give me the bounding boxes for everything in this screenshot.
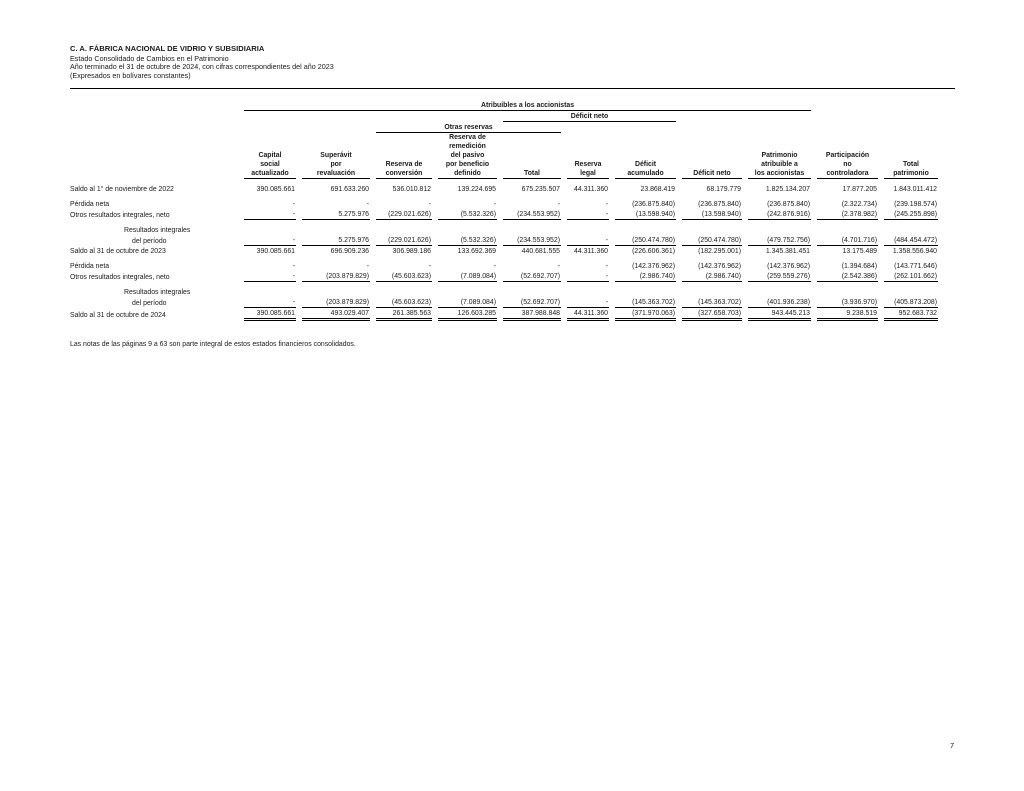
cell-value: (371.970.063) <box>615 308 676 320</box>
group-attributable: Atribuibles a los accionistas <box>244 100 811 111</box>
cell-value: 536.010.812 <box>392 186 431 193</box>
footnote: Las notas de las páginas 9 a 63 son parte integral de estos estados financieros consolidados. <box>70 341 356 348</box>
statement-units: (Expresados en bolívares constantes) <box>70 71 191 80</box>
col-superavit: Superávit por revaluación <box>302 133 370 179</box>
cell-value: 1.345.381.451 <box>765 248 810 255</box>
cell-value: (250.474.780) <box>615 235 676 246</box>
cell-value: 23.868.419 <box>640 186 675 193</box>
cell-value: 306.989.186 <box>392 248 431 255</box>
row-label: Pérdida neta <box>70 201 110 208</box>
cell-value: (5.532.326) <box>438 235 497 246</box>
cell-value: (52.692.707) <box>503 271 561 282</box>
cell-value: - <box>244 297 296 308</box>
cell-value: (45.603.623) <box>376 271 432 282</box>
statement-period: Año terminado el 31 de octubre de 2024, con cifras correspondientes del año 2023 <box>70 62 334 71</box>
table-row <box>70 271 938 282</box>
group-deficit-neto: Déficit neto <box>503 111 676 122</box>
cell-value: 696.909.236 <box>330 248 369 255</box>
cell-value: 44.311.360 <box>574 248 608 255</box>
cell-value: 952.683.732 <box>884 308 938 320</box>
cell-value: 493.029.407 <box>302 308 370 320</box>
cell-value: - <box>244 209 296 220</box>
cell-value: (2.986.740) <box>615 271 676 282</box>
row-label: Saldo al 1° de noviembre de 2022 <box>70 186 174 193</box>
cell-value: (245.255.898) <box>884 209 938 220</box>
cell-value: (239.198.574) <box>894 201 937 208</box>
cell-value: (143.771.646) <box>894 263 937 270</box>
cell-value: - <box>567 235 609 246</box>
cell-value: (259.559.276) <box>748 271 811 282</box>
cell-value: 68.179.779 <box>706 186 741 193</box>
col-total: Total <box>503 133 561 179</box>
page-number: 7 <box>950 741 955 750</box>
col-total-patrimonio: Total patrimonio <box>884 133 938 179</box>
cell-value: 440.681.555 <box>521 248 560 255</box>
cell-value: 1.843.011.412 <box>893 186 937 193</box>
col-legal: Reserva legal <box>567 133 609 179</box>
statement-title: Estado Consolidado de Cambios en el Patrimonio <box>70 54 229 63</box>
cell-value: (262.101.662) <box>884 271 938 282</box>
cell-value: 943.445.213 <box>748 308 811 320</box>
cell-value: (2.378.982) <box>817 209 878 220</box>
group-otras-reservas: Otras reservas <box>376 122 561 133</box>
cell-value: 390.085.661 <box>256 248 295 255</box>
cell-value: 5.275.976 <box>302 209 370 220</box>
row-label: Resultados integrales <box>124 227 191 234</box>
cell-value: - <box>292 263 295 270</box>
cell-value: - <box>557 201 560 208</box>
cell-value: (52.692.707) <box>503 297 561 308</box>
cell-value: (484.454.472) <box>884 235 938 246</box>
cell-value: (229.021.626) <box>376 209 432 220</box>
cell-value: 691.633.260 <box>330 186 369 193</box>
cell-value: - <box>557 263 560 270</box>
equity-changes-table <box>70 100 938 321</box>
cell-value: (226.606.361) <box>632 248 675 255</box>
cell-value: 44.311.360 <box>567 308 609 320</box>
cell-value: (401.936.238) <box>748 297 811 308</box>
cell-value: 390.085.661 <box>244 308 296 320</box>
cell-value: (45.603.623) <box>376 297 432 308</box>
cell-value: 390.085.661 <box>256 186 295 193</box>
row-label: Saldo al 31 de octubre de 2024 <box>70 311 166 319</box>
row-label: Resultados integrales <box>124 289 191 296</box>
table-row <box>70 297 938 308</box>
cell-value: (234.553.952) <box>503 209 561 220</box>
cell-value: (7.089.084) <box>438 271 497 282</box>
row-label: Pérdida neta <box>70 263 110 270</box>
company-name: C. A. FÁBRICA NACIONAL DE VIDRIO Y SUBSIDIARIA <box>70 44 265 53</box>
cell-value: (13.598.940) <box>682 209 742 220</box>
cell-value: - <box>366 263 369 270</box>
cell-value: (3.936.970) <box>817 297 878 308</box>
cell-value: (13.598.940) <box>615 209 676 220</box>
cell-value: - <box>428 263 431 270</box>
cell-value: (203.879.829) <box>302 271 370 282</box>
cell-value: - <box>292 201 295 208</box>
cell-value: (5.532.326) <box>438 209 497 220</box>
cell-value: (236.875.840) <box>767 201 810 208</box>
cell-value: (327.658.703) <box>682 308 742 320</box>
cell-value: (242.876.916) <box>748 209 811 220</box>
col-conversion: Reserva de conversión <box>376 133 432 179</box>
cell-value: 44.311.360 <box>574 186 608 193</box>
cell-value: (479.752.756) <box>748 235 811 246</box>
row-label: Saldo al 31 de octubre de 2023 <box>70 248 166 255</box>
cell-value: 17.877.205 <box>842 186 877 193</box>
col-participacion: Participación no controladora <box>817 133 878 179</box>
cell-value: 261.385.563 <box>376 308 432 320</box>
cell-value: (236.875.840) <box>698 201 741 208</box>
col-capital: Capital social actualizado <box>244 133 296 179</box>
col-deficit-neto: Déficit neto <box>682 133 742 179</box>
cell-value: (142.376.962) <box>767 263 810 270</box>
row-label: del período <box>132 299 167 307</box>
cell-value: 387.988.848 <box>503 308 561 320</box>
table-row <box>70 209 938 220</box>
cell-value: (234.553.952) <box>503 235 561 246</box>
cell-value: (203.879.829) <box>302 297 370 308</box>
cell-value: (2.986.740) <box>682 271 742 282</box>
cell-value: - <box>244 235 296 246</box>
table-row <box>70 261 938 271</box>
cell-value: 5.275.976 <box>302 235 370 246</box>
cell-value: - <box>366 201 369 208</box>
cell-value: (229.021.626) <box>376 235 432 246</box>
col-deficit-acumulado: Déficit acumulado <box>615 133 676 179</box>
cell-value: - <box>493 263 496 270</box>
cell-value: - <box>605 201 608 208</box>
cell-value: (4.701.716) <box>817 235 878 246</box>
cell-value: 675.235.507 <box>521 186 560 193</box>
cell-value: (2.322.734) <box>841 201 877 208</box>
cell-value: 126.603.285 <box>438 308 497 320</box>
cell-value: 133.692.369 <box>457 248 496 255</box>
cell-value: (145.363.702) <box>615 297 676 308</box>
table-row <box>70 184 938 194</box>
cell-value: - <box>567 297 609 308</box>
cell-value: 1.358.556.940 <box>892 248 937 255</box>
cell-value: 139.224.695 <box>457 186 496 193</box>
col-remedicion: Reserva de remedición del pasivo por beneficio definido <box>438 133 497 179</box>
cell-value: (2.542.386) <box>817 271 878 282</box>
cell-value: (142.376.962) <box>698 263 741 270</box>
row-label: Otros resultados integrales, neto <box>70 273 170 281</box>
col-patrimonio-atribuible: Patrimonio atribuible a los accionistas <box>748 133 811 179</box>
table-row <box>70 199 938 209</box>
cell-value: (182.295.001) <box>698 248 741 255</box>
cell-value: 1.825.134.207 <box>765 186 810 193</box>
row-label: Otros resultados integrales, neto <box>70 211 170 219</box>
header-rule <box>70 88 955 89</box>
row-label: del período <box>132 237 167 245</box>
cell-value: - <box>567 271 609 282</box>
cell-value: - <box>428 201 431 208</box>
cell-value: (145.363.702) <box>682 297 742 308</box>
cell-value: (142.376.962) <box>632 263 675 270</box>
cell-value: 13.175.489 <box>842 248 877 255</box>
cell-value: 9.238.519 <box>817 308 878 320</box>
table-row <box>70 235 938 246</box>
cell-value: (236.875.840) <box>632 201 675 208</box>
cell-value: - <box>244 271 296 282</box>
cell-value: - <box>567 209 609 220</box>
cell-value: (250.474.780) <box>682 235 742 246</box>
cell-value: (405.873.208) <box>884 297 938 308</box>
cell-value: - <box>605 263 608 270</box>
cell-value: (1.394.684) <box>841 263 877 270</box>
cell-value: (7.089.084) <box>438 297 497 308</box>
table-row <box>70 308 938 320</box>
cell-value: - <box>493 201 496 208</box>
table-row <box>70 246 938 257</box>
